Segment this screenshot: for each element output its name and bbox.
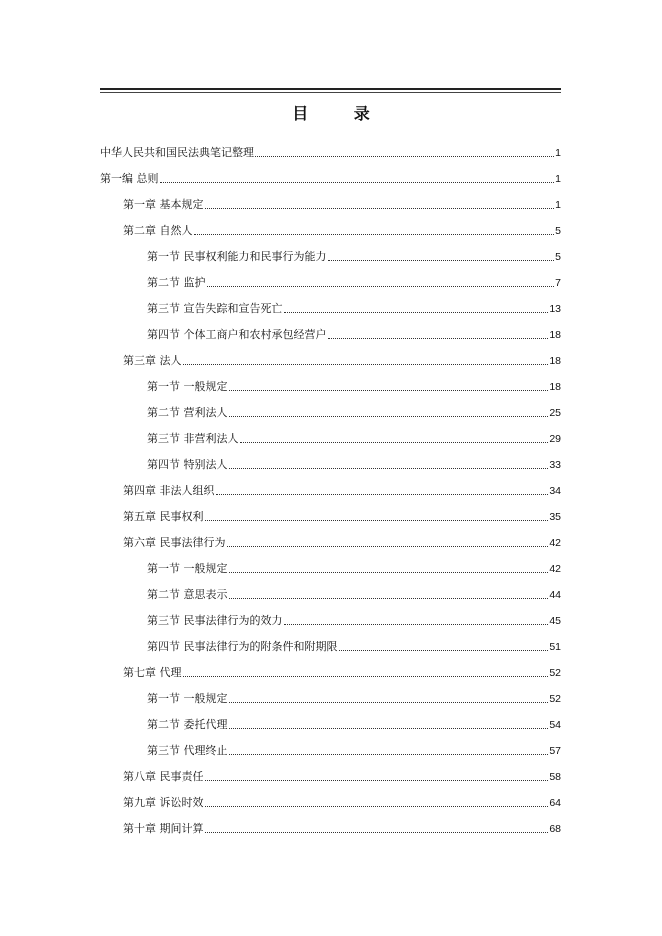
toc-entry-label: 第六章 民事法律行为 [123, 536, 226, 549]
toc-dot-leader [194, 234, 555, 235]
toc-entry-label: 第二节 监护 [147, 276, 206, 289]
toc-entry-label: 第四节 特别法人 [147, 458, 228, 471]
toc-entry[interactable] [123, 530, 561, 550]
toc-entry-page: 52 [549, 667, 561, 679]
toc-entry[interactable] [123, 790, 561, 810]
page-title: 目 录 [292, 104, 390, 123]
toc-entry-page: 25 [549, 407, 561, 419]
toc-entry-page: 18 [549, 329, 561, 341]
toc-entry[interactable] [147, 270, 561, 290]
toc-dot-leader [229, 572, 549, 573]
toc-entry-page: 7 [555, 277, 561, 289]
toc-dot-leader [205, 208, 555, 209]
toc-entry[interactable] [123, 348, 561, 368]
toc-entry[interactable] [123, 504, 561, 524]
toc-dot-leader [339, 650, 549, 651]
toc-entry-label: 第一节 一般规定 [147, 692, 228, 705]
toc-entry-page: 13 [549, 303, 561, 315]
toc-entry[interactable] [147, 738, 561, 758]
header-rule-thick [100, 88, 561, 90]
toc-entry[interactable] [123, 816, 561, 836]
toc-dot-leader [216, 494, 549, 495]
toc-entry-label: 第二节 营利法人 [147, 406, 228, 419]
toc-entry[interactable] [123, 660, 561, 680]
toc-entry-page: 5 [555, 225, 561, 237]
toc-entry-page: 5 [555, 251, 561, 263]
toc-entry-label: 第一节 一般规定 [147, 562, 228, 575]
toc-entry-label: 第三节 代理终止 [147, 744, 228, 757]
toc-entry-page: 45 [549, 615, 561, 627]
toc-entry-label: 第三节 非营利法人 [147, 432, 239, 445]
toc-entry[interactable] [147, 634, 561, 654]
toc-entry-page: 52 [549, 693, 561, 705]
toc-entry-page: 54 [549, 719, 561, 731]
toc-dot-leader [328, 338, 549, 339]
toc-entry-page: 58 [549, 771, 561, 783]
toc-entry-label: 第八章 民事责任 [123, 770, 204, 783]
toc-entry-label: 第一编 总则 [100, 172, 159, 185]
toc-entry-label: 第三章 法人 [123, 354, 182, 367]
toc-entry-page: 64 [549, 797, 561, 809]
toc-dot-leader [255, 156, 554, 157]
toc-entry[interactable] [147, 556, 561, 576]
toc-entry[interactable] [100, 140, 561, 160]
toc-entry-page: 18 [549, 355, 561, 367]
toc-entry-label: 第三节 民事法律行为的效力 [147, 614, 283, 627]
toc-dot-leader [284, 312, 549, 313]
toc-entry-label: 第十章 期间计算 [123, 822, 204, 835]
toc-entry[interactable] [123, 478, 561, 498]
toc-entry-label: 第一节 民事权利能力和民事行为能力 [147, 250, 327, 263]
toc-entry-label: 第一节 一般规定 [147, 380, 228, 393]
toc-entry-page: 1 [555, 199, 561, 211]
toc-entry-label: 第一章 基本规定 [123, 198, 204, 211]
toc-entry[interactable] [123, 218, 561, 238]
toc-entry-label: 第九章 诉讼时效 [123, 796, 204, 809]
toc-entry-label: 第二章 自然人 [123, 224, 193, 237]
toc-dot-leader [205, 806, 549, 807]
toc-entry-label: 第七章 代理 [123, 666, 182, 679]
toc-entry-page: 57 [549, 745, 561, 757]
toc-entry-page: 44 [549, 589, 561, 601]
toc-dot-leader [205, 832, 549, 833]
toc-entry-page: 35 [549, 511, 561, 523]
toc-entry[interactable] [147, 608, 561, 628]
toc-entry-label: 第四节 个体工商户和农村承包经营户 [147, 328, 327, 341]
toc-entry-label: 第二节 意思表示 [147, 588, 228, 601]
toc-entry-page: 1 [555, 147, 561, 159]
toc-entry-label: 第四章 非法人组织 [123, 484, 215, 497]
toc-dot-leader [207, 286, 555, 287]
toc-entry[interactable] [100, 166, 561, 186]
toc-entry[interactable] [147, 712, 561, 732]
toc-dot-leader [205, 520, 549, 521]
toc-entry[interactable] [147, 686, 561, 706]
toc-entry-label: 第三节 宣告失踪和宣告死亡 [147, 302, 283, 315]
toc-entry[interactable] [147, 322, 561, 342]
toc-entry-page: 18 [549, 381, 561, 393]
header-rule-thin [100, 92, 561, 93]
toc-entry-page: 34 [549, 485, 561, 497]
toc-entry[interactable] [123, 192, 561, 212]
toc-entry[interactable] [147, 426, 561, 446]
toc-dot-leader [205, 780, 549, 781]
toc-dot-leader [240, 442, 549, 443]
toc-entry-page: 51 [549, 641, 561, 653]
toc-entry-page: 42 [549, 537, 561, 549]
toc-dot-leader [229, 702, 549, 703]
toc-entry[interactable] [123, 764, 561, 784]
toc-entry[interactable] [147, 582, 561, 602]
toc-dot-leader [229, 598, 549, 599]
toc-entry-page: 1 [555, 173, 561, 185]
toc-dot-leader [183, 364, 549, 365]
toc-dot-leader [229, 468, 549, 469]
toc-dot-leader [328, 260, 555, 261]
toc-entry-label: 第五章 民事权利 [123, 510, 204, 523]
toc-entry-label: 第四节 民事法律行为的附条件和附期限 [147, 640, 338, 653]
toc-entry[interactable] [147, 400, 561, 420]
toc-dot-leader [160, 182, 555, 183]
toc-dot-leader [284, 624, 549, 625]
toc-dot-leader [229, 416, 549, 417]
toc-entry[interactable] [147, 296, 561, 316]
toc-entry-label: 第二节 委托代理 [147, 718, 228, 731]
toc-entry-label: 中华人民共和国民法典笔记整理 [100, 146, 254, 159]
toc-entry-page: 29 [549, 433, 561, 445]
toc-dot-leader [227, 546, 549, 547]
toc-entry[interactable] [147, 452, 561, 472]
toc-dot-leader [229, 390, 549, 391]
toc-entry-page: 42 [549, 563, 561, 575]
toc-dot-leader [183, 676, 549, 677]
toc-entry-page: 33 [549, 459, 561, 471]
toc-entry[interactable] [147, 244, 561, 264]
toc-dot-leader [229, 728, 549, 729]
toc-entry[interactable] [147, 374, 561, 394]
toc-entry-page: 68 [549, 823, 561, 835]
toc-dot-leader [229, 754, 549, 755]
